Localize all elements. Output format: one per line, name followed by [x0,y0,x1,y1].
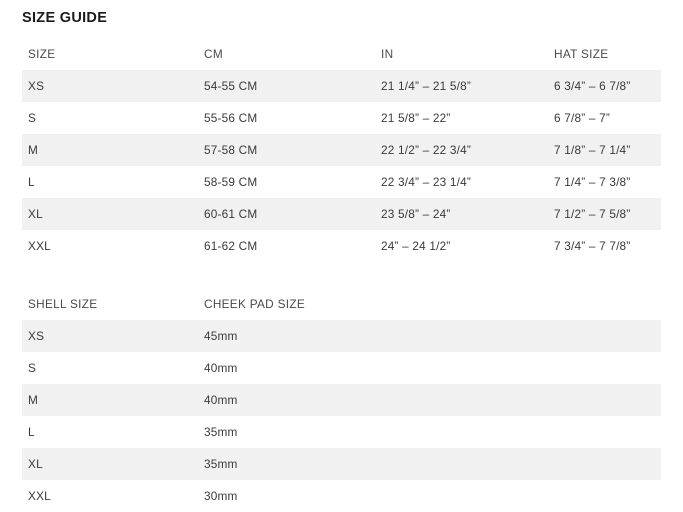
cell-hat-size: 7 1/4” – 7 3/8” [548,166,661,198]
column-header-cheek-pad-size: CHEEK PAD SIZE [198,288,661,320]
cell-cm: 54-55 CM [198,70,375,102]
cell-size: XL [22,198,198,230]
cell-shell-size: S [22,352,198,384]
cell-in: 22 3/4” – 23 1/4” [375,166,548,198]
cell-hat-size: 7 1/8” – 7 1/4” [548,134,661,166]
cell-hat-size: 7 3/4” – 7 7/8” [548,230,661,262]
cell-cm: 57-58 CM [198,134,375,166]
cell-shell-size: XS [22,320,198,352]
table-row [22,480,661,512]
cell-cheek-pad-size: 30mm [198,480,661,512]
table-row [22,320,661,352]
cell-size: S [22,102,198,134]
cell-shell-size: L [22,416,198,448]
table-header-row [22,288,661,320]
table-row [22,70,661,102]
cell-size: XXL [22,230,198,262]
table-header-row [22,38,661,70]
cell-hat-size: 7 1/2” – 7 5/8” [548,198,661,230]
cell-in: 23 5/8” – 24” [375,198,548,230]
cell-in: 24” – 24 1/2” [375,230,548,262]
cell-cheek-pad-size: 45mm [198,320,661,352]
table-row [22,102,661,134]
cell-shell-size: XL [22,448,198,480]
table-row [22,448,661,480]
table-row [22,166,661,198]
cell-cm: 61-62 CM [198,230,375,262]
column-header-cm: CM [198,38,375,70]
table-divider [22,262,661,288]
table-row [22,230,661,262]
cell-cm: 58-59 CM [198,166,375,198]
table-row [22,384,661,416]
table-row [22,416,661,448]
cell-cheek-pad-size: 35mm [198,448,661,480]
column-header-shell-size: SHELL SIZE [22,288,198,320]
table-row [22,134,661,166]
table-row [22,198,661,230]
page-title: SIZE GUIDE [22,10,108,26]
cell-cm: 55-56 CM [198,102,375,134]
cell-in: 21 5/8” – 22” [375,102,548,134]
cell-hat-size: 6 3/4” – 6 7/8” [548,70,661,102]
cell-in: 22 1/2” – 22 3/4” [375,134,548,166]
cell-cheek-pad-size: 40mm [198,352,661,384]
cell-hat-size: 6 7/8” – 7” [548,102,661,134]
cell-shell-size: XXL [22,480,198,512]
cheek-pad-table [22,288,661,512]
cell-size: XS [22,70,198,102]
cell-size: L [22,166,198,198]
column-header-size: SIZE [22,38,198,70]
column-header-in: IN [375,38,548,70]
cell-size: M [22,134,198,166]
cell-cheek-pad-size: 35mm [198,416,661,448]
helmet-size-table [22,38,661,262]
column-header-hat-size: HAT SIZE [548,38,661,70]
cell-cm: 60-61 CM [198,198,375,230]
cell-shell-size: M [22,384,198,416]
cell-in: 21 1/4” – 21 5/8” [375,70,548,102]
cell-cheek-pad-size: 40mm [198,384,661,416]
table-row [22,352,661,384]
